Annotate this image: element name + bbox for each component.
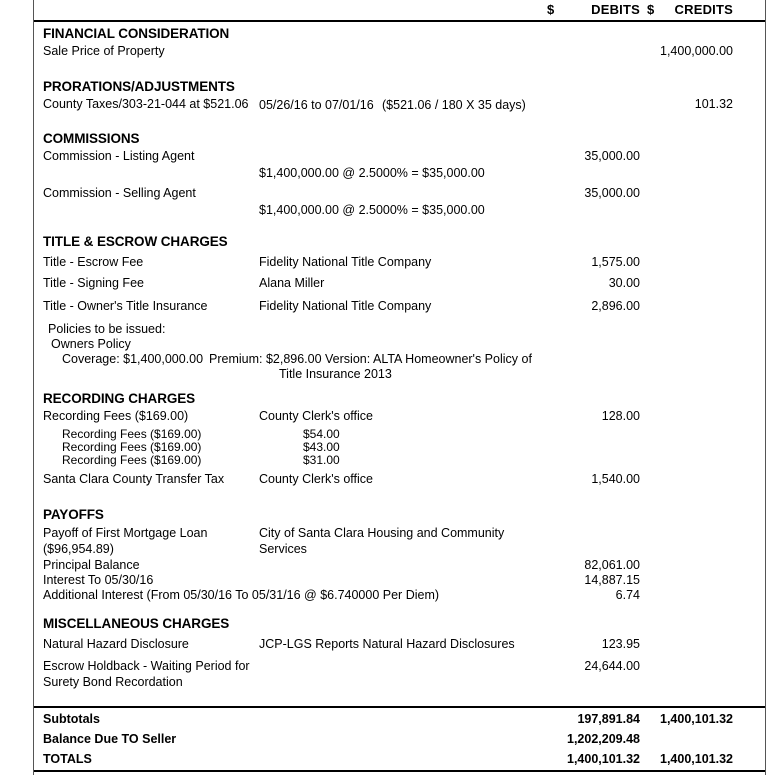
- row-credit-amount: 1,400,000.00: [660, 44, 733, 58]
- row-debit-amount: 30.00: [608, 276, 640, 290]
- row-description: Recording Fees ($169.00): [62, 453, 202, 467]
- row-payee: Fidelity National Title Company: [259, 299, 432, 313]
- policy-premium-version: Premium: $2,896.00 Version: ALTA Homeowner's Policy of: [209, 352, 532, 366]
- row-description: Principal Balance: [43, 558, 140, 572]
- totals-label: TOTALS: [43, 752, 92, 766]
- row-debit-amount: 14,887.15: [584, 573, 640, 587]
- row-payee: Alana Miller: [259, 276, 325, 290]
- row-payee: County Clerk's office: [259, 409, 374, 423]
- row-debit-amount: 1,540.00: [591, 472, 640, 486]
- row-debit-amount: 82,061.00: [584, 558, 640, 572]
- policies-to-be-issued-label: Policies to be issued:: [48, 322, 166, 336]
- proration-date-range: 05/26/16 to 07/01/16: [259, 98, 374, 112]
- page-right-border: [765, 0, 766, 775]
- row-description: Title - Signing Fee: [43, 276, 144, 290]
- row-sub-amount: $54.00: [303, 427, 340, 441]
- balance-due-label: Balance Due TO Seller: [43, 732, 177, 746]
- row-debit-amount: 35,000.00: [584, 149, 640, 163]
- row-description: Additional Interest (From 05/30/16 To 05/31/16 @ $6.740000 Per Diem): [43, 588, 440, 602]
- row-description: Interest To 05/30/16: [43, 573, 154, 587]
- credits-currency-symbol: $: [647, 2, 655, 17]
- policy-version-continued: Title Insurance 2013: [279, 367, 392, 381]
- row-description: Title - Escrow Fee: [43, 255, 144, 269]
- subtotals-label: Subtotals: [43, 712, 100, 726]
- row-sub-amount: $31.00: [303, 453, 340, 467]
- section-title-title-escrow-charges: TITLE & ESCROW CHARGES: [43, 234, 228, 249]
- policy-coverage: Coverage: $1,400,000.00: [62, 352, 204, 366]
- subtotals-debit-amount: 197,891.84: [577, 712, 640, 726]
- proration-calculation: ($521.06 / 180 X 35 days): [382, 98, 526, 112]
- row-description: Sale Price of Property: [43, 44, 165, 58]
- totals-credit-amount: 1,400,101.32: [660, 752, 733, 766]
- row-description: Santa Clara County Transfer Tax: [43, 472, 225, 486]
- row-description: Title - Owner's Title Insurance: [43, 299, 208, 313]
- totals-debit-amount: 1,400,101.32: [567, 752, 640, 766]
- row-debit-amount: 123.95: [601, 637, 640, 651]
- statement-sheet: [34, 0, 765, 775]
- section-title-financial-consideration: FINANCIAL CONSIDERATION: [43, 26, 230, 41]
- row-description: Commission - Selling Agent: [43, 186, 196, 200]
- row-debit-amount: 128.00: [601, 409, 640, 423]
- row-debit-amount: 35,000.00: [584, 186, 640, 200]
- policy-name: Owners Policy: [51, 337, 131, 351]
- section-title-payoffs: PAYOFFS: [43, 507, 104, 522]
- row-debit-amount: 1,575.00: [591, 255, 640, 269]
- row-description: Recording Fees ($169.00): [43, 409, 189, 423]
- section-title-commissions: COMMISSIONS: [43, 131, 140, 146]
- row-description: County Taxes/303-21-044 at $521.06: [43, 97, 249, 111]
- row-description: Natural Hazard Disclosure: [43, 637, 189, 651]
- header-divider: [34, 20, 765, 22]
- credits-column-header: CREDITS: [674, 2, 733, 17]
- row-description: Payoff of First Mortgage Loan: [43, 526, 208, 540]
- row-description: Escrow Holdback - Waiting Period for: [43, 659, 250, 673]
- row-description: Commission - Listing Agent: [43, 149, 195, 163]
- row-payee: Fidelity National Title Company: [259, 255, 432, 269]
- row-description: Recording Fees ($169.00): [62, 427, 202, 441]
- commission-calculation-listing: $1,400,000.00 @ 2.5000% = $35,000.00: [259, 166, 485, 180]
- row-credit-amount: 101.32: [694, 97, 733, 111]
- section-title-prorations-adjustments: PRORATIONS/ADJUSTMENTS: [43, 79, 235, 94]
- totals-divider-bottom: [34, 770, 765, 772]
- commission-calculation-selling: $1,400,000.00 @ 2.5000% = $35,000.00: [259, 203, 485, 217]
- balance-due-debit-amount: 1,202,209.48: [567, 732, 640, 746]
- row-description-continued: ($96,954.89): [43, 542, 114, 556]
- row-debit-amount: 6.74: [615, 588, 640, 602]
- row-description-continued: Surety Bond Recordation: [43, 675, 183, 689]
- row-debit-amount: 2,896.00: [591, 299, 640, 313]
- debits-currency-symbol: $: [547, 2, 555, 17]
- row-payee: City of Santa Clara Housing and Community: [259, 526, 505, 540]
- row-debit-amount: 24,644.00: [584, 659, 640, 673]
- row-payee: JCP-LGS Reports Natural Hazard Disclosures: [259, 637, 515, 651]
- row-payee-continued: Services: [259, 542, 307, 556]
- section-title-recording-charges: RECORDING CHARGES: [43, 391, 196, 406]
- row-description: Recording Fees ($169.00): [62, 440, 202, 454]
- debits-column-header: DEBITS: [591, 2, 640, 17]
- column-header: [34, 2, 765, 20]
- subtotals-divider-top: [34, 706, 765, 708]
- row-sub-amount: $43.00: [303, 440, 340, 454]
- section-title-miscellaneous-charges: MISCELLANEOUS CHARGES: [43, 616, 230, 631]
- row-payee: County Clerk's office: [259, 472, 374, 486]
- subtotals-credit-amount: 1,400,101.32: [660, 712, 733, 726]
